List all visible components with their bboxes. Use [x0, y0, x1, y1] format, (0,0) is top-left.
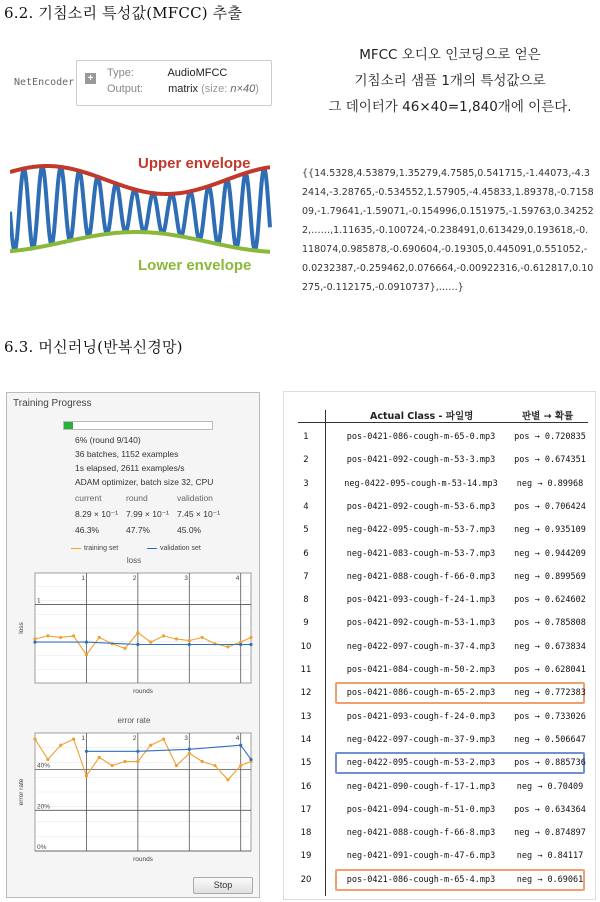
table-row: [284, 428, 597, 446]
row-filename: pos-0421-092-cough-m-53-3.mp3: [346, 455, 496, 466]
data-point: [188, 752, 191, 755]
row-index: 18: [300, 828, 312, 839]
data-point: [46, 758, 49, 761]
row-prediction: neg → 0.84117: [516, 851, 584, 862]
mfcc-values-text: {{14.5328,4.53879,1.35279,4.7585,0.541715,-1.44073,-4.32414,-3.28765,-0.534552,1.57905,-4.45833,1.89378,-0.715809,-1.79641,-1.59071,-0.154996,0.151975,-1.59763,0.342522,……,1.11635,-0.100724,-0.238491,0.613429,0.193618,-0.118074,0.985878,-0.690604,-0.19305,0.445091,0.551052,-0.0232387,-0.259462,0.076664,-0.00922316,-0.612817,0.10275,-0.112175,-0.0910737},……}: [302, 168, 594, 293]
x-tick-label: 1: [81, 575, 86, 582]
data-point: [188, 643, 191, 646]
loss-chart: [13, 555, 255, 705]
row-prediction: pos → 0.885736: [514, 758, 586, 769]
table-divider-horizontal: [298, 422, 588, 423]
chart-title: error rate: [117, 716, 151, 725]
row-filename: pos-0421-086-cough-m-65-0.mp3: [346, 432, 496, 442]
x-tick-label: 2: [132, 735, 137, 742]
data-point: [46, 634, 49, 637]
row-index: 3: [303, 478, 309, 489]
row-prediction: pos → 0.674351: [514, 455, 586, 466]
data-point: [162, 738, 165, 741]
error-rate-chart: [13, 715, 255, 873]
results-table: [283, 391, 596, 900]
data-point: [188, 748, 191, 751]
data-point: [33, 641, 36, 644]
data-point: [123, 647, 126, 650]
table-row: [284, 521, 597, 539]
y-tick-label: 0%: [37, 844, 47, 851]
data-point: [85, 653, 88, 656]
row-prediction: neg → 0.935109: [514, 525, 586, 536]
row-prediction: pos → 0.624602: [514, 595, 586, 606]
data-point: [59, 744, 62, 747]
table-row: [284, 568, 597, 586]
data-point: [98, 636, 101, 639]
data-point: [249, 643, 252, 646]
info-val: 1s elapsed, 2611 examples/s: [75, 463, 185, 473]
ne-output-row: [107, 83, 259, 95]
row-filename: pos-0421-094-cough-m-51-0.mp3: [346, 804, 496, 815]
table-row: [284, 731, 597, 749]
upper-envelope-label: Upper envelope: [138, 155, 251, 172]
section-heading-ml: 6.3. 머신러닝(반복신경망): [4, 338, 183, 356]
data-point: [72, 738, 75, 741]
row-prediction: pos → 0.720835: [514, 432, 586, 442]
row-filename: pos-0421-084-cough-m-50-2.mp3: [346, 665, 496, 675]
x-tick-label: 2: [132, 575, 137, 582]
row-prediction: neg → 0.874897: [514, 828, 586, 839]
data-point: [149, 641, 152, 644]
data-point: [201, 760, 204, 763]
data-point: [175, 637, 178, 640]
desc-line-3: 그 데이터가 46×40=1,840개에 이른다.: [328, 99, 572, 115]
data-point: [33, 738, 36, 741]
row-index: 12: [300, 688, 312, 699]
table-row: [284, 871, 597, 889]
data-point: [85, 750, 88, 753]
ne-type-key: Type:: [107, 67, 134, 79]
info-val: 6% (round 9/140): [75, 435, 141, 445]
data-point: [213, 764, 216, 767]
table-row: [284, 475, 597, 493]
row-index: 20: [300, 874, 312, 885]
row-prediction: neg → 0.772383: [514, 688, 586, 699]
net-encoder-label: NetEncoder: [14, 77, 75, 88]
data-point: [249, 636, 252, 639]
legend-validation: [147, 545, 201, 552]
x-tick-label: 3: [184, 575, 188, 582]
table-row: [284, 684, 597, 702]
row-filename: neg-0422-095-cough-m-53-2.mp3: [346, 758, 496, 769]
row-filename: neg-0421-083-cough-m-53-7.mp3: [346, 548, 496, 559]
data-point: [111, 764, 114, 767]
progress-bar: [63, 421, 213, 430]
loss-current: 8.29 × 10⁻¹: [75, 509, 119, 519]
table-row: [284, 754, 597, 772]
row-prediction: pos → 0.634364: [514, 804, 586, 815]
envelope-illustration: [10, 150, 280, 280]
row-filename: pos-0421-093-cough-f-24-1.mp3: [346, 595, 496, 606]
row-index: 9: [303, 618, 309, 629]
data-point: [85, 774, 88, 777]
x-tick-label: 4: [235, 575, 240, 582]
col-current: current: [75, 493, 102, 503]
row-index: 8: [303, 595, 309, 606]
data-point: [175, 764, 178, 767]
table-row: [284, 545, 597, 563]
training-progress-title: Training Progress: [13, 398, 92, 409]
expand-plus-icon[interactable]: +: [85, 73, 96, 84]
legend-label: validation set: [160, 545, 201, 552]
row-filename: neg-0422-095-cough-m-53-7.mp3: [346, 525, 496, 536]
data-point: [239, 744, 242, 747]
row-prediction: neg → 0.899569: [514, 571, 586, 582]
error-validation: 45.0%: [177, 525, 202, 535]
section-heading-mfcc: 6.2. 기침소리 특성값(MFCC) 추출: [4, 4, 243, 22]
row-index: 5: [303, 525, 309, 536]
legend-training: [71, 545, 118, 552]
row-index: 13: [300, 711, 312, 722]
table-row: [284, 661, 597, 679]
row-filename: neg-0421-088-cough-f-66-0.mp3: [346, 571, 496, 582]
data-point: [249, 758, 252, 761]
row-index: 1: [303, 432, 309, 442]
row-filename: pos-0421-092-cough-m-53-6.mp3: [346, 501, 496, 512]
col-validation: validation: [177, 493, 213, 503]
ne-output-key: Output:: [107, 83, 144, 95]
row-filename: neg-0421-091-cough-m-47-6.mp3: [346, 851, 496, 862]
table-row: [284, 638, 597, 656]
loss-validation: 7.45 × 10⁻¹: [177, 509, 221, 519]
data-point: [201, 636, 204, 639]
row-prediction: neg → 0.673834: [514, 641, 586, 652]
desc-line-2: 기침소리 샘플 1개의 특성값으로: [354, 73, 546, 89]
row-filename: neg-0422-095-cough-m-53-14.mp3: [344, 478, 498, 489]
table-row: [284, 824, 597, 842]
row-prediction: neg → 0.70409: [516, 781, 584, 792]
chart-title: loss: [126, 556, 142, 565]
data-point: [239, 764, 242, 767]
x-tick-label: 3: [184, 735, 188, 742]
table-row: [284, 591, 597, 609]
data-point: [188, 639, 191, 642]
legend-swatch: [71, 548, 81, 549]
row-prediction: pos → 0.785808: [514, 618, 586, 629]
error-round: 47.7%: [126, 525, 151, 535]
table-row: [284, 778, 597, 796]
row-prediction: pos → 0.706424: [514, 501, 586, 512]
ne-output-val: matrix: [168, 83, 199, 95]
header-actual-class: Actual Class - 파일명: [370, 411, 474, 422]
data-point: [162, 634, 165, 637]
row-prediction: neg → 0.944209: [514, 548, 586, 559]
table-row: [284, 498, 597, 516]
row-index: 6: [303, 548, 309, 559]
table-row: [284, 708, 597, 726]
row-index: 4: [303, 501, 309, 512]
row-index: 7: [303, 571, 309, 582]
training-progress-panel: [6, 392, 260, 898]
row-prediction: neg → 0.506647: [514, 734, 586, 745]
row-filename: neg-0422-097-cough-m-37-4.mp3: [346, 641, 496, 652]
data-point: [98, 756, 101, 759]
col-round: round: [126, 493, 148, 503]
row-index: 16: [300, 781, 312, 792]
row-filename: pos-0421-092-cough-m-53-1.mp3: [346, 618, 496, 629]
row-index: 15: [300, 758, 312, 769]
row-filename: pos-0421-086-cough-m-65-2.mp3: [346, 688, 496, 699]
net-encoder-box[interactable]: [76, 60, 272, 106]
x-tick-label: 4: [235, 735, 240, 742]
row-prediction: pos → 0.733026: [514, 711, 586, 722]
y-axis-label: loss: [18, 622, 25, 634]
table-row: [284, 847, 597, 865]
ne-size-close: ): [255, 83, 259, 95]
data-point: [136, 631, 139, 634]
ne-type-row: [107, 67, 227, 79]
row-filename: neg-0422-097-cough-m-37-9.mp3: [346, 734, 496, 745]
data-point: [136, 643, 139, 646]
mfcc-description: [310, 42, 590, 120]
row-prediction: neg → 0.89968: [516, 478, 584, 489]
legend-swatch: [147, 548, 157, 549]
ne-size-text: (size:: [201, 83, 231, 95]
data-point: [136, 760, 139, 763]
table-row: [284, 451, 597, 469]
x-axis-label: rounds: [133, 688, 153, 695]
row-index: 2: [303, 455, 309, 466]
row-index: 17: [300, 804, 312, 815]
row-prediction: neg → 0.69061: [516, 874, 584, 885]
data-point: [72, 634, 75, 637]
data-point: [59, 636, 62, 639]
data-point: [226, 778, 229, 781]
legend-label: training set: [84, 545, 119, 552]
table-row: [284, 801, 597, 819]
data-point: [85, 641, 88, 644]
x-tick-label: 1: [81, 735, 86, 742]
progress-bar-fill: [64, 422, 73, 429]
y-tick-label: 20%: [37, 803, 51, 811]
row-filename: pos-0421-086-cough-m-65-4.mp3: [346, 874, 496, 885]
row-index: 19: [300, 851, 312, 862]
ne-size-dims: n×40: [230, 83, 256, 95]
table-row: [284, 614, 597, 632]
y-axis-label: error rate: [18, 778, 25, 806]
data-point: [239, 643, 242, 646]
error-current: 46.3%: [75, 525, 100, 535]
data-point: [226, 645, 229, 648]
data-point: [136, 750, 139, 753]
data-point: [33, 637, 36, 640]
desc-line-1: MFCC 오디오 인코딩으로 얻은: [359, 47, 541, 63]
row-index: 14: [300, 734, 312, 745]
info-val: 36 batches, 1152 examples: [75, 449, 179, 459]
header-prediction: 판별 → 확률: [522, 411, 574, 422]
stop-button[interactable]: Stop: [193, 877, 253, 894]
row-index: 10: [300, 641, 312, 652]
ne-type-val: AudioMFCC: [167, 67, 228, 79]
x-axis-label: rounds: [133, 856, 153, 863]
row-index: 11: [300, 665, 312, 675]
loss-round: 7.99 × 10⁻¹: [126, 509, 170, 519]
data-point: [149, 744, 152, 747]
data-point: [123, 760, 126, 763]
info-val: ADAM optimizer, batch size 32, CPU: [75, 477, 214, 487]
row-filename: neg-0421-090-cough-f-17-1.mp3: [346, 781, 496, 792]
row-prediction: pos → 0.628041: [514, 665, 586, 675]
y-tick-label: 1: [37, 597, 41, 605]
y-tick-label: 40%: [37, 762, 51, 770]
row-filename: neg-0421-088-cough-f-66-8.mp3: [346, 828, 496, 839]
row-filename: pos-0421-093-cough-f-24-0.mp3: [346, 711, 496, 722]
lower-envelope-label: Lower envelope: [138, 257, 252, 274]
